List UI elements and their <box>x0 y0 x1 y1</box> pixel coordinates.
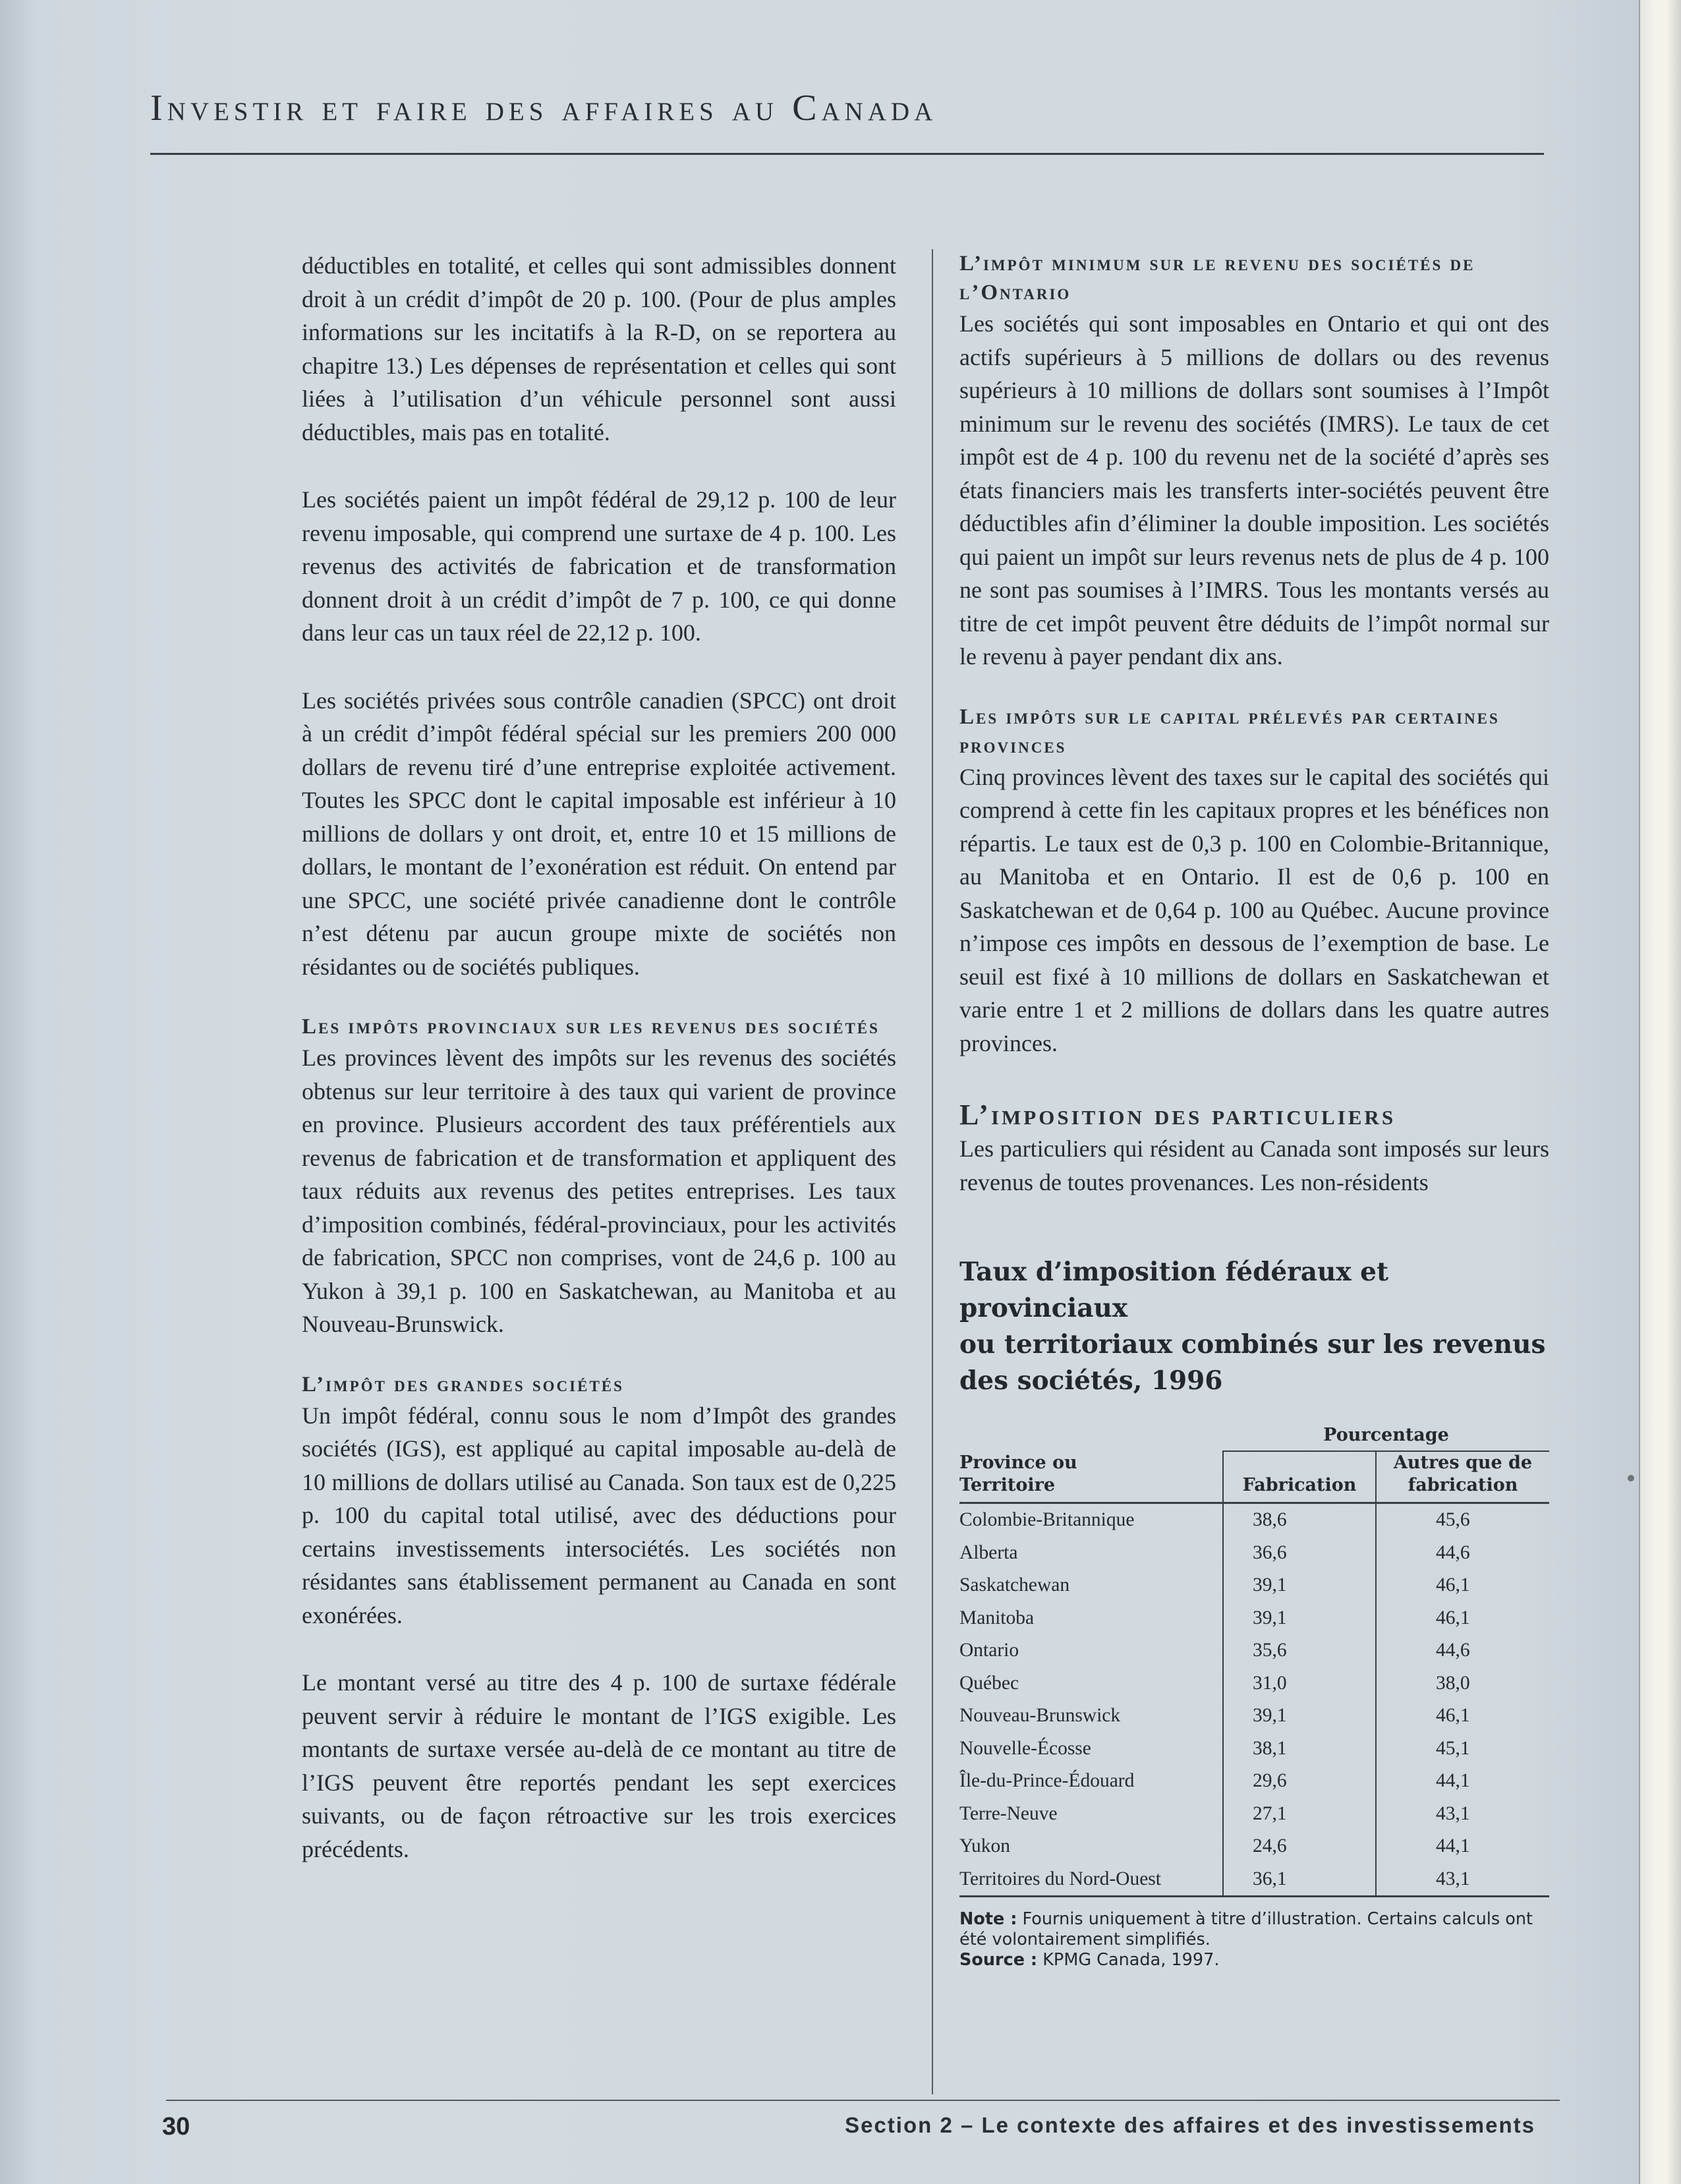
table-source <box>959 1950 1549 1970</box>
table-row <box>959 1798 1549 1831</box>
paragraph-individuals: Les particuliers qui résident au Canada sont imposés sur leurs revenus de toutes provenances. Les non-résidents <box>959 1135 1549 1195</box>
paragraph-spcc: Les sociétés privées sous contrôle canadien (SPCC) ont droit à un crédit d’impôt fédéral spécial sur les premiers 200 000 dollars de revenu tiré d’une entreprise exploitée activement. Toutes les SPCC dont le capital imposable est inférieur à 10 millions de dollars y ont droit, et, entre 10 et 15 millions de dollars, le montant de l’exonération est réduit. On entend par une SPCC, une société privée canadienne dont le contrôle n’est détenu par aucun groupe mixte de sociétés non résidantes ou de sociétés publiques. <box>302 687 896 980</box>
table-row <box>959 1667 1549 1700</box>
cell-autres: 44,6 <box>1376 1537 1549 1570</box>
table-title-line: ou territoriaux combinés sur les revenus <box>959 1329 1546 1360</box>
table-row <box>959 1569 1549 1602</box>
heading-capital-taxes: Les impôts sur le capital prélevés par certaines provinces <box>959 704 1500 758</box>
cell-autres: 43,1 <box>1376 1863 1549 1897</box>
table-note <box>959 1909 1549 1950</box>
table-row <box>959 1634 1549 1667</box>
cell-fabrication: 29,6 <box>1223 1765 1376 1798</box>
cell-province: Manitoba <box>959 1607 1035 1628</box>
cell-province: Alberta <box>959 1541 1018 1563</box>
header-autres-line: fabrication <box>1408 1475 1518 1495</box>
table-title-line: des sociétés, 1996 <box>959 1365 1223 1396</box>
heading-provincial-taxes: Les impôts provinciaux sur les revenus des sociétés <box>302 1015 880 1039</box>
paragraph-provincial-taxes: Les provinces lèvent des impôts sur les revenus des sociétés obtenus sur leur territoire à des taux qui varient de province en province. Plusieurs accordent des taux préférentiels aux revenus de fabrication et de transformation et appliquent des taux réduits aux revenus des petites entreprises. Les taux d’imposition combinés, fédéral-provinciaux, pour les activités de fabrication, SPCC non comprises, vont de 24,6 p. 100 au Yukon à 39,1 p. 100 en Saskatchewan, au Manitoba et au Nouveau-Brunswick. <box>302 1045 896 1337</box>
cell-autres: 44,6 <box>1376 1634 1549 1667</box>
cell-province: Terre-Neuve <box>959 1802 1058 1824</box>
left-column <box>302 249 896 1866</box>
table-row <box>959 1733 1549 1766</box>
table-title <box>959 1254 1549 1399</box>
tax-rates-table <box>959 1424 1549 1897</box>
header-autres <box>1376 1451 1549 1503</box>
table-row <box>959 1765 1549 1798</box>
paragraph-surtax: Le montant versé au titre des 4 p. 100 de surtaxe fédérale peuvent servir à réduire le montant de l’IGS exigible. Les montants de surtaxe versée au-delà de ce montant au titre de l’IGS peuvent être reportés pendant les sept exercices suivants, ou de façon rétroactive sur les trois exercices précédents. <box>302 1669 896 1862</box>
cell-fabrication: 31,0 <box>1223 1667 1376 1700</box>
cell-province: Nouvelle-Écosse <box>959 1737 1091 1759</box>
header-province-line: Territoire <box>959 1475 1056 1495</box>
cell-province: Ontario <box>959 1640 1019 1661</box>
cell-fabrication: 24,6 <box>1223 1830 1376 1863</box>
table-row <box>959 1602 1549 1635</box>
cell-autres: 45,6 <box>1376 1503 1549 1537</box>
adjacent-page-edge <box>1639 0 1681 2184</box>
header-province <box>959 1451 1223 1503</box>
table-notes <box>959 1909 1549 1970</box>
cell-fabrication: 39,1 <box>1223 1602 1376 1635</box>
paragraph-capital-taxes: Cinq provinces lèvent des taxes sur le capital des sociétés qui comprend à cette fin les capitaux propres et les bénéfices non répartis. Le taux est de 0,3 p. 100 en Colombie-Britannique, au Manitoba et en Ontario. Il est de 0,6 p. 100 en Saskatchewan et de 0,64 p. 100 au Québec. Aucune province n’impose ces impôts en dessous de l’exemption de base. Le seuil est fixé à 10 millions de dollars en Saskatchewan et varie entre 1 et 2 millions de dollars dans les quatre autres provinces. <box>959 763 1549 1056</box>
cell-fabrication: 36,1 <box>1223 1863 1376 1897</box>
cell-fabrication: 36,6 <box>1223 1537 1376 1570</box>
table-corner <box>959 1424 1223 1451</box>
cell-province: Saskatchewan <box>959 1574 1070 1595</box>
header-pourcentage: Pourcentage <box>1223 1424 1549 1451</box>
header-autres-line: Autres que de <box>1393 1452 1533 1473</box>
header-rule <box>150 153 1544 155</box>
paragraph-federal-tax: Les sociétés paient un impôt fédéral de 29,12 p. 100 de leur revenu imposable, qui comprend une surtaxe de 4 p. 100. Les revenus des activités de fabrication et de transformation donnent droit à un crédit d’impôt de 7 p. 100, ce qui donne dans leur cas un taux réel de 22,12 p. 100. <box>302 486 896 646</box>
table-row <box>959 1503 1549 1537</box>
cell-fabrication: 38,1 <box>1223 1733 1376 1766</box>
paragraph-deductions: déductibles en totalité, et celles qui sont admissibles donnent droit à un crédit d’impôt de 20 p. 100. (Pour de plus amples informations sur les incitatifs à la R-D, on se reportera au chapitre 13.) Les dépenses de représentation et celles qui sont liées à l’utilisation d’un véhicule personnel sont aussi déductibles, mais pas en totalité. <box>302 252 896 445</box>
cell-province: Nouveau-Brunswick <box>959 1705 1121 1726</box>
table-row <box>959 1700 1549 1733</box>
cell-fabrication: 38,6 <box>1223 1503 1376 1537</box>
note-label: Note : <box>959 1909 1017 1929</box>
cell-autres: 46,1 <box>1376 1569 1549 1602</box>
column-divider <box>932 249 933 2094</box>
table-row <box>959 1537 1549 1570</box>
cell-fabrication: 39,1 <box>1223 1569 1376 1602</box>
paragraph-igs: Un impôt fédéral, connu sous le nom d’Impôt des grandes sociétés (IGS), est appliqué au capital imposable au-delà de 10 millions de dollars utilisé au Canada. Son taux est de 0,225 p. 100 du capital total utilisé, avec des déductions pour certains investissements intersociétés. Les sociétés non résidantes sans établissement permanent au Canada en sont exonérées. <box>302 1402 896 1628</box>
table-row <box>959 1863 1549 1897</box>
heading-individual-taxation: L’imposition des particuliers <box>959 1099 1396 1131</box>
cell-province: Colombie-Britannique <box>959 1509 1135 1530</box>
paragraph-imrs: Les sociétés qui sont imposables en Ontario et qui ont des actifs supérieurs à 5 millions de dollars ou des revenus supérieurs à 10 millions de dollars sont soumises à l’Impôt minimum sur le revenu des sociétés (IMRS). Le taux de cet impôt est de 4 p. 100 du revenu net de la société d’après ses états financiers mais les transferts inter-sociétés peuvent être déductibles afin d’éliminer la double imposition. Les sociétés qui paient un impôt sur leurs revenus nets de plus de 4 p. 100 ne sont pas soumises à l’IMRS. Tous les montants versés au titre de cet impôt peuvent être déduits de l’impôt normal sur le revenu à payer pendant dix ans. <box>959 310 1549 670</box>
cell-autres: 44,1 <box>1376 1830 1549 1863</box>
cell-province: Île-du-Prince-Édouard <box>959 1770 1135 1791</box>
cell-autres: 38,0 <box>1376 1667 1549 1700</box>
heading-large-corporations: L’impôt des grandes sociétés <box>302 1372 624 1396</box>
cell-province: Territoires du Nord-Ouest <box>959 1863 1223 1897</box>
cell-autres: 43,1 <box>1376 1798 1549 1831</box>
page-number: 30 <box>162 2113 190 2141</box>
right-column <box>959 249 1549 1970</box>
header-province-line: Province ou <box>959 1452 1077 1473</box>
cell-autres: 46,1 <box>1376 1700 1549 1733</box>
source-text: KPMG Canada, 1997. <box>1037 1950 1220 1970</box>
dust-speck <box>1628 1475 1634 1481</box>
cell-fabrication: 35,6 <box>1223 1634 1376 1667</box>
section-footer: Section 2 – Le contexte des affaires et des investissements <box>845 2113 1535 2137</box>
table-row <box>959 1830 1549 1863</box>
cell-fabrication: 27,1 <box>1223 1798 1376 1831</box>
note-text: Fournis uniquement à titre d’illustration. Certains calculs ont été volontairement simplifiés. <box>959 1909 1533 1949</box>
cell-fabrication: 39,1 <box>1223 1700 1376 1733</box>
cell-province: Québec <box>959 1672 1019 1694</box>
cell-province: Yukon <box>959 1835 1011 1856</box>
table-title-line: Taux d’imposition fédéraux et provinciaux <box>959 1257 1389 1323</box>
footer-rule <box>166 2100 1560 2101</box>
cell-autres: 44,1 <box>1376 1765 1549 1798</box>
heading-ontario-minimum-tax: L’impôt minimum sur le revenu des sociétés de l’Ontario <box>959 252 1475 304</box>
cell-autres: 45,1 <box>1376 1733 1549 1766</box>
source-label: Source : <box>959 1950 1038 1970</box>
running-title: Investir et faire des affaires au Canada <box>150 88 938 129</box>
header-fabrication: Fabrication <box>1223 1451 1376 1503</box>
cell-autres: 46,1 <box>1376 1602 1549 1635</box>
